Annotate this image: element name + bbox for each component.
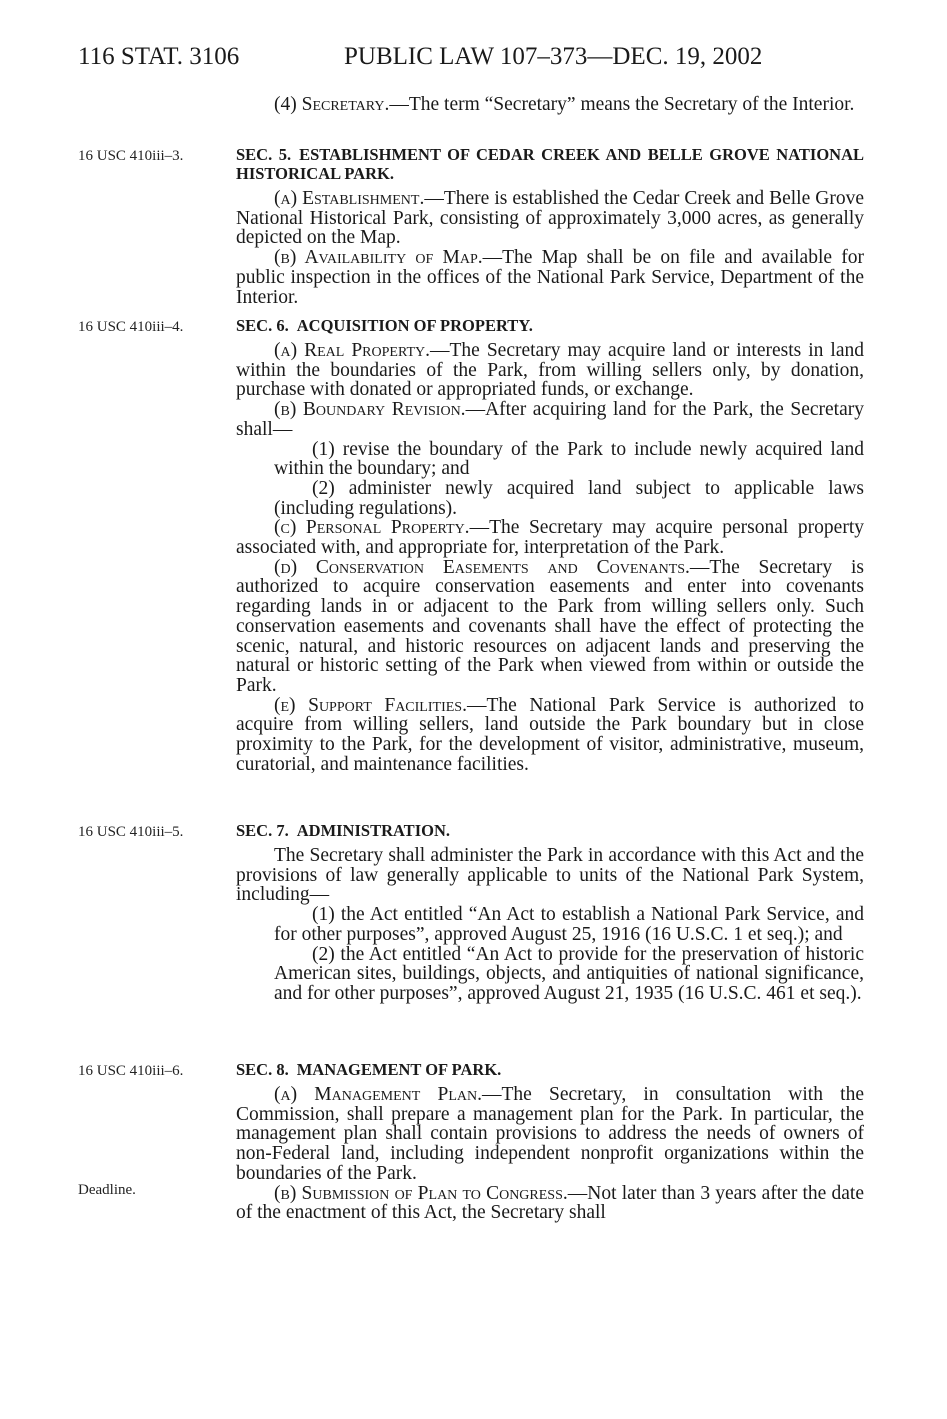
subsection-label: (a) Management Plan. — [274, 1084, 482, 1105]
section-6 — [236, 316, 864, 774]
subsection-label: (c) Personal Property. — [274, 517, 470, 539]
running-head — [78, 42, 878, 72]
subsection-a — [236, 189, 864, 248]
section-number: SEC. 6. — [236, 316, 289, 335]
subsection-b — [236, 400, 864, 439]
definition-block — [236, 95, 864, 115]
section-number: SEC. 8. — [236, 1060, 289, 1079]
section-title: MANAGEMENT OF PARK. — [296, 1060, 502, 1079]
subsection-text: —The Secretary is authorized to acquire conservation easements and enter into covenants regarding lands in or adjacent to the Park from willing sellers only. Such conservation easements and covenants shall have the effect of protecting the scenic, natural, and historic resources on adjacent lands and preserving the natural or historic setting of the Park when viewed from within or outside the Park. — [236, 556, 865, 696]
paragraph-b2: (2) administer newly acquired land subject to applicable laws (including regulations). — [274, 477, 864, 519]
margin-note-sec6: 16 USC 410iii–4. — [78, 319, 184, 335]
section-intro: The Secretary shall administer the Park in accordance with this Act and the provisions of law generally applicable to units of the National Park System, including— — [236, 845, 864, 906]
margin-note-deadline: Deadline. — [78, 1182, 136, 1198]
subsection-text: —Not later than 3 years after the date of the enactment of this Act, the Secretary shall — [236, 1182, 865, 1224]
definition-text: —The term “Secretary” means the Secretary of the Interior. — [389, 94, 855, 115]
section-heading — [236, 316, 864, 335]
subsection-text: —After acquiring land for the Park, the Secretary shall— — [236, 399, 864, 440]
subsection-label: (b) Submission of Plan to Congress. — [274, 1182, 568, 1204]
section-number: SEC. 7. — [236, 821, 289, 840]
section-number: SEC. 5. — [236, 145, 292, 164]
subsection-label: (b) Availability of Map. — [274, 247, 483, 269]
subsection-label: (a) Establishment. — [274, 188, 425, 209]
margin-note-sec8: 16 USC 410iii–6. — [78, 1063, 184, 1079]
definition-secretary — [236, 95, 864, 115]
section-8 — [236, 1060, 864, 1223]
subsection-text: —The Map shall be on file and available for public inspection in the offices of the National Park Service, Department of the Interior. — [236, 247, 864, 308]
statute-citation: 116 STAT. 3106 — [78, 43, 240, 70]
section-heading — [236, 821, 864, 840]
section-7 — [236, 821, 864, 1004]
section-5 — [236, 145, 864, 307]
section-title: ACQUISITION OF PROPERTY. — [296, 316, 533, 335]
subsection-text: —The Secretary may acquire personal property associated with, and appropriate for, interpretation of the Park. — [236, 517, 864, 559]
section-heading — [236, 145, 864, 183]
subsection-label: (e) Support Facilities. — [274, 694, 467, 716]
subsection-a — [236, 1085, 864, 1184]
paragraph-1: (1) the Act entitled “An Act to establish a National Park Service, and for other purposes”, approved August 25, 1916 (16 U.S.C. 1 et seq.); and — [274, 904, 864, 945]
section-title: ADMINISTRATION. — [296, 821, 450, 840]
public-law-title: PUBLIC LAW 107–373—DEC. 19, 2002 — [344, 43, 763, 70]
subsection-a — [236, 341, 864, 400]
definition-label: (4) Secretary. — [274, 94, 390, 115]
subsection-text: —The Secretary may acquire land or interests in land within the boundaries of the Park, from willing sellers only, by donation, purchase with donated or appropriated funds, or exchange. — [236, 340, 864, 401]
subsection-label: (a) Real Property. — [274, 340, 430, 361]
subsection-text: —The National Park Service is authorized to acquire from willing sellers, land outside the Park boundary but in close proximity to the Park, for the development of visitor, administrative, museum, curatorial, and maintenance facilities. — [236, 694, 864, 775]
subsection-text: —There is established the Cedar Creek and Belle Grove National Historical Park, consisting of approximately 3,000 acres, as generally depicted on the Map. — [236, 188, 864, 249]
subsection-label: (b) Boundary Revision. — [274, 399, 466, 421]
subsection-e — [236, 696, 864, 775]
subsection-text: —The Secretary, in consultation with the Commission, shall prepare a management plan for the Park. In particular, the management plan shall contain provisions to address the needs of owners of non-Federal land, including independent nonprofit organizations within the boundaries of the Park. — [236, 1084, 864, 1184]
subsection-b — [236, 1184, 864, 1223]
subsection-label: (d) Conservation Easements and Covenants. — [274, 556, 690, 578]
margin-note-sec7: 16 USC 410iii–5. — [78, 824, 184, 840]
subsection-b — [236, 248, 864, 307]
subsection-d — [236, 558, 864, 696]
margin-note-sec5: 16 USC 410iii–3. — [78, 148, 184, 164]
paragraph-2: (2) the Act entitled “An Act to provide for the preservation of historic American sites, buildings, objects, and antiquities of national significance, and for other purposes”, approved August 21, 1935 (16 U.S.C. 461 et seq.). — [274, 943, 864, 1004]
paragraph-b1: (1) revise the boundary of the Park to include newly acquired land within the boundary; and — [274, 438, 864, 480]
section-heading — [236, 1060, 864, 1079]
subsection-c — [236, 518, 864, 557]
section-title: ESTABLISHMENT OF CEDAR CREEK AND BELLE GROVE NATIONAL HISTORICAL PARK. — [236, 145, 864, 183]
